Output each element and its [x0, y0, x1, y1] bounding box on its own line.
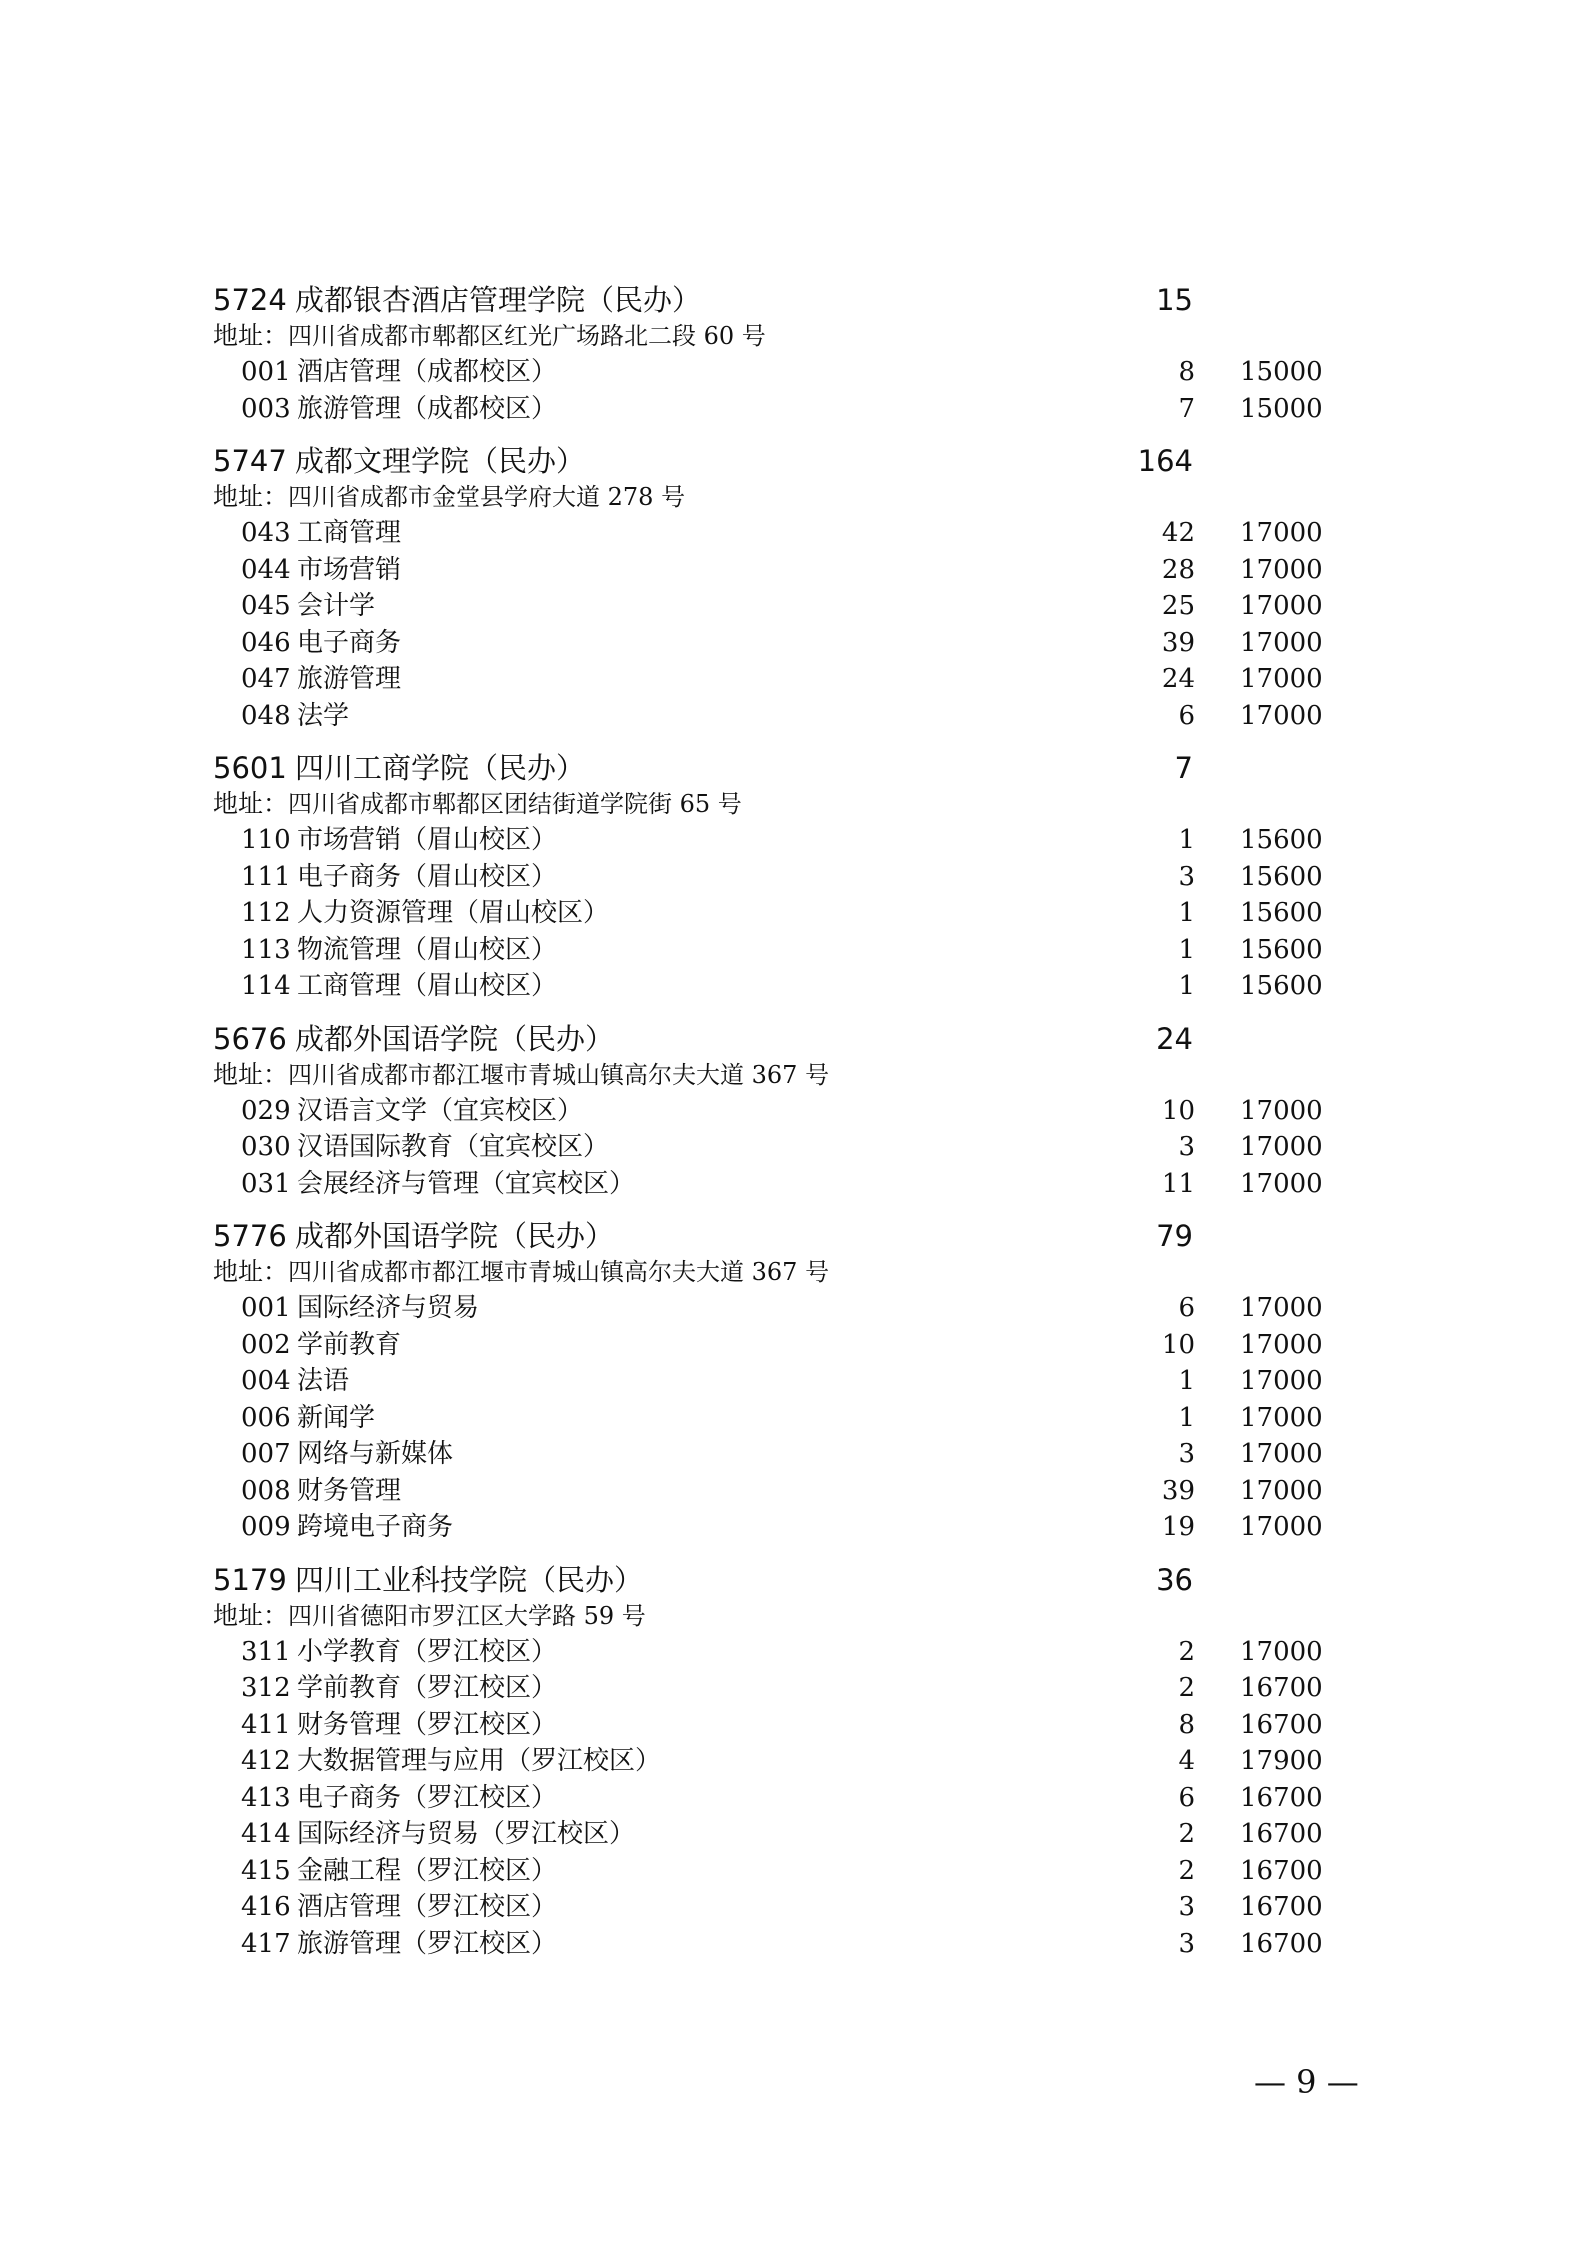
major-fee: 17000	[1240, 1512, 1323, 1542]
major-name: 新闻学	[297, 1402, 376, 1433]
major-row	[213, 1129, 1353, 1166]
major-code: 029	[241, 1095, 291, 1126]
major-name: 酒店管理（罗江校区）	[297, 1892, 558, 1922]
major-name: 学前教育	[297, 1329, 402, 1360]
major-fee: 17000	[1240, 700, 1323, 731]
major-name: 汉语国际教育（宜宾校区）	[297, 1132, 610, 1162]
page-number: — 9 —	[1254, 2063, 1359, 2101]
major-code: 047	[241, 664, 291, 694]
school-header	[213, 1021, 1353, 1057]
major-row	[213, 1743, 1353, 1780]
major-count: 6	[1178, 1293, 1195, 1323]
major-count: 1	[1178, 898, 1195, 928]
major-row	[213, 1634, 1353, 1671]
school-address	[213, 479, 1353, 515]
school-header	[213, 750, 1353, 786]
major-count: 2	[1178, 1855, 1195, 1886]
major-row	[213, 1093, 1353, 1130]
major-count: 1	[1178, 971, 1195, 1001]
major-count: 1	[1178, 825, 1195, 855]
major-name: 市场营销（眉山校区）	[297, 825, 558, 855]
major-row	[213, 1509, 1353, 1546]
major-count: 7	[1178, 393, 1195, 424]
address-label: 地址：	[213, 482, 289, 511]
major-fee: 17000	[1240, 591, 1323, 621]
major-fee: 16700	[1240, 1709, 1323, 1740]
major-code: 311	[241, 1636, 291, 1667]
major-count: 3	[1178, 1439, 1195, 1469]
major-count: 8	[1178, 357, 1195, 387]
major-name: 旅游管理（成都校区）	[297, 393, 558, 424]
major-count: 8	[1178, 1709, 1195, 1740]
major-fee: 15600	[1240, 825, 1323, 855]
school-address	[213, 1598, 1353, 1634]
major-count: 3	[1178, 1928, 1195, 1959]
major-name: 汉语言文学（宜宾校区）	[297, 1095, 584, 1126]
address-label: 地址：	[213, 789, 289, 818]
school-header	[213, 1562, 1353, 1598]
major-name: 学前教育（罗江校区）	[297, 1673, 558, 1703]
major-name: 物流管理（眉山校区）	[297, 934, 558, 965]
major-row	[213, 1473, 1353, 1510]
major-fee: 17000	[1240, 518, 1323, 548]
major-code: 048	[241, 700, 291, 731]
major-code: 030	[241, 1132, 291, 1162]
major-fee: 17000	[1240, 627, 1323, 658]
major-fee: 16700	[1240, 1819, 1323, 1849]
major-fee: 17000	[1240, 1366, 1323, 1396]
major-fee: 15600	[1240, 898, 1323, 928]
major-row	[213, 822, 1353, 859]
major-code: 113	[241, 934, 291, 965]
major-name: 金融工程（罗江校区）	[297, 1855, 558, 1886]
major-code: 415	[241, 1855, 291, 1886]
school-total: 15	[1156, 283, 1193, 317]
major-fee: 15600	[1240, 971, 1323, 1001]
school-code: 5724	[213, 283, 287, 317]
major-row	[213, 1436, 1353, 1473]
school-address	[213, 1057, 1353, 1093]
school-header	[213, 282, 1353, 318]
school-name: 四川工商学院（民办）	[295, 751, 586, 785]
major-code: 009	[241, 1512, 291, 1542]
major-count: 2	[1178, 1819, 1195, 1849]
major-count: 3	[1178, 1132, 1195, 1162]
major-fee: 17000	[1240, 1168, 1323, 1199]
major-count: 10	[1161, 1329, 1195, 1360]
major-row	[213, 1166, 1353, 1203]
major-code: 001	[241, 357, 291, 387]
school-code: 5601	[213, 751, 287, 785]
school-total: 164	[1137, 444, 1193, 478]
major-code: 412	[241, 1746, 291, 1776]
major-code: 007	[241, 1439, 291, 1469]
major-row	[213, 588, 1353, 625]
major-code: 031	[241, 1168, 291, 1199]
major-name: 旅游管理（罗江校区）	[297, 1928, 558, 1959]
address-label: 地址：	[213, 1600, 289, 1630]
major-row	[213, 1926, 1353, 1963]
major-name: 电子商务	[297, 627, 402, 658]
major-count: 19	[1161, 1512, 1195, 1542]
major-name: 工商管理（眉山校区）	[297, 971, 558, 1001]
major-name: 会计学	[297, 591, 376, 621]
major-code: 413	[241, 1782, 291, 1813]
major-row	[213, 968, 1353, 1005]
major-fee: 16700	[1240, 1928, 1323, 1959]
major-code: 416	[241, 1892, 291, 1922]
major-code: 312	[241, 1673, 291, 1703]
major-count: 6	[1178, 700, 1195, 731]
school-name: 成都外国语学院（民办）	[295, 1021, 615, 1056]
address-label: 地址：	[213, 1257, 289, 1286]
major-name: 法语	[297, 1366, 350, 1396]
school-code: 5179	[213, 1562, 287, 1597]
major-row	[213, 625, 1353, 662]
major-fee: 16700	[1240, 1892, 1323, 1922]
address-text: 四川省成都市都江堰市青城山镇高尔夫大道 367 号	[288, 1258, 830, 1286]
major-name: 财务管理	[297, 1475, 402, 1506]
major-count: 24	[1161, 664, 1195, 694]
major-fee: 15000	[1240, 357, 1323, 387]
school-name: 成都外国语学院（民办）	[295, 1219, 615, 1253]
address-text: 四川省成都市郫都区团结街道学院街 65 号	[288, 790, 742, 818]
major-count: 1	[1178, 934, 1195, 965]
major-row	[213, 661, 1353, 698]
major-row	[213, 552, 1353, 589]
major-name: 酒店管理（成都校区）	[297, 357, 558, 387]
major-fee: 17000	[1240, 1293, 1323, 1323]
major-name: 工商管理	[297, 518, 402, 548]
major-code: 417	[241, 1928, 291, 1959]
major-count: 4	[1178, 1746, 1195, 1776]
school-name: 成都银杏酒店管理学院（民办）	[295, 283, 702, 317]
major-row	[213, 1290, 1353, 1327]
address-text: 四川省成都市郫都区红光广场路北二段 60 号	[288, 322, 766, 350]
major-count: 28	[1161, 554, 1195, 585]
major-fee: 17000	[1240, 1132, 1323, 1162]
major-fee: 17000	[1240, 554, 1323, 585]
major-count: 11	[1161, 1168, 1195, 1199]
school-address	[213, 786, 1353, 822]
major-name: 国际经济与贸易（罗江校区）	[297, 1819, 636, 1849]
major-count: 2	[1178, 1673, 1195, 1703]
major-code: 045	[241, 591, 291, 621]
major-count: 1	[1178, 1402, 1195, 1433]
address-label: 地址：	[213, 321, 289, 350]
address-text: 四川省成都市金堂县学府大道 278 号	[288, 483, 686, 511]
major-row	[213, 1670, 1353, 1707]
major-count: 25	[1161, 591, 1195, 621]
major-code: 004	[241, 1366, 291, 1396]
major-fee: 17000	[1240, 1095, 1323, 1126]
school-header	[213, 443, 1353, 479]
major-code: 110	[241, 825, 291, 855]
major-count: 6	[1178, 1782, 1195, 1813]
major-count: 3	[1178, 861, 1195, 892]
school-header	[213, 1218, 1353, 1254]
major-code: 003	[241, 393, 291, 424]
major-code: 414	[241, 1819, 291, 1849]
major-name: 小学教育（罗江校区）	[297, 1636, 558, 1667]
school-code: 5776	[213, 1219, 287, 1253]
major-name: 市场营销	[297, 554, 402, 585]
school-code: 5747	[213, 444, 287, 478]
major-code: 001	[241, 1293, 291, 1323]
major-fee: 16700	[1240, 1782, 1323, 1813]
major-count: 3	[1178, 1892, 1195, 1922]
major-fee: 15600	[1240, 861, 1323, 892]
major-name: 财务管理（罗江校区）	[297, 1709, 558, 1740]
major-count: 2	[1178, 1636, 1195, 1667]
major-code: 044	[241, 554, 291, 585]
major-fee: 17900	[1240, 1746, 1323, 1776]
major-fee: 17000	[1240, 1439, 1323, 1469]
school-name: 四川工业科技学院（民办）	[295, 1562, 644, 1597]
address-label: 地址：	[213, 1059, 289, 1089]
school-address	[213, 318, 1353, 354]
major-code: 008	[241, 1475, 291, 1506]
major-row	[213, 1780, 1353, 1817]
school-name: 成都文理学院（民办）	[295, 444, 586, 478]
major-code: 111	[241, 861, 291, 892]
major-name: 大数据管理与应用（罗江校区）	[297, 1746, 662, 1776]
major-row	[213, 859, 1353, 896]
school-listing	[213, 282, 1353, 1962]
major-fee: 17000	[1240, 1636, 1323, 1667]
school-total: 36	[1156, 1562, 1193, 1597]
major-name: 法学	[297, 700, 350, 731]
school-code: 5676	[213, 1021, 287, 1056]
major-fee: 15000	[1240, 393, 1323, 424]
major-row	[213, 1889, 1353, 1926]
major-row	[213, 1816, 1353, 1853]
major-count: 1	[1178, 1366, 1195, 1396]
school-total: 24	[1156, 1021, 1193, 1056]
address-text: 四川省德阳市罗江区大学路 59 号	[288, 1601, 646, 1630]
major-fee: 17000	[1240, 1402, 1323, 1433]
major-fee: 17000	[1240, 1329, 1323, 1360]
major-row	[213, 1707, 1353, 1744]
major-row	[213, 932, 1353, 969]
major-count: 39	[1161, 1475, 1195, 1506]
major-code: 043	[241, 518, 291, 548]
major-count: 39	[1161, 627, 1195, 658]
major-row	[213, 895, 1353, 932]
major-row	[213, 1853, 1353, 1890]
school-total: 7	[1174, 751, 1193, 785]
major-code: 006	[241, 1402, 291, 1433]
major-fee: 17000	[1240, 664, 1323, 694]
major-name: 会展经济与管理（宜宾校区）	[297, 1168, 636, 1199]
major-code: 112	[241, 898, 291, 928]
major-name: 网络与新媒体	[297, 1439, 454, 1469]
major-row	[213, 1363, 1353, 1400]
major-code: 046	[241, 627, 291, 658]
major-count: 42	[1161, 518, 1195, 548]
major-name: 国际经济与贸易	[297, 1293, 480, 1323]
school-total: 79	[1156, 1219, 1193, 1253]
major-name: 旅游管理	[297, 664, 402, 694]
major-name: 电子商务（眉山校区）	[297, 861, 558, 892]
major-row	[213, 1400, 1353, 1437]
major-name: 电子商务（罗江校区）	[297, 1782, 558, 1813]
major-code: 002	[241, 1329, 291, 1360]
major-count: 10	[1161, 1095, 1195, 1126]
major-fee: 16700	[1240, 1673, 1323, 1703]
major-code: 411	[241, 1709, 291, 1740]
major-row	[213, 698, 1353, 735]
major-code: 114	[241, 971, 291, 1001]
major-row	[213, 391, 1353, 428]
major-fee: 16700	[1240, 1855, 1323, 1886]
major-fee: 17000	[1240, 1475, 1323, 1506]
major-row	[213, 354, 1353, 391]
major-row	[213, 515, 1353, 552]
address-text: 四川省成都市都江堰市青城山镇高尔夫大道 367 号	[288, 1060, 830, 1089]
major-row	[213, 1327, 1353, 1364]
major-name: 跨境电子商务	[297, 1512, 454, 1542]
major-fee: 15600	[1240, 934, 1323, 965]
major-name: 人力资源管理（眉山校区）	[297, 898, 610, 928]
school-address	[213, 1254, 1353, 1290]
